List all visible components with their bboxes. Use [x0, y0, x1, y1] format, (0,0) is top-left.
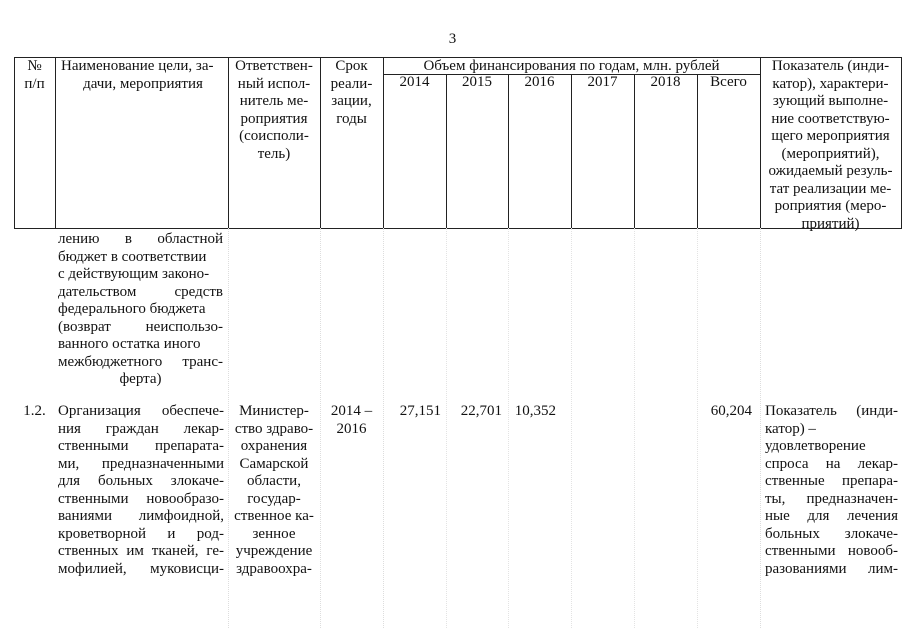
- header-executor-line: ный испол-: [237, 75, 311, 92]
- header-indicator-line: ожидаемый резуль-: [768, 163, 893, 179]
- continuation-line: с действующим законо-: [58, 266, 210, 282]
- row-executor-line: учреждение: [235, 543, 313, 559]
- continuation-name: [58, 231, 223, 389]
- header-indicator: [760, 58, 901, 233]
- row-name-line: ми, предназначенными: [58, 455, 224, 472]
- row-name-line: для больных злокаче-: [58, 473, 224, 489]
- row-name-line: ственными препарата-: [58, 438, 224, 454]
- row-indicator-line: ты, предназначен-: [765, 490, 898, 507]
- header-indicator-line: щего мероприятия: [771, 128, 890, 144]
- page-number: 3: [448, 31, 457, 47]
- header-indicator-line: ние соответствую-: [771, 110, 890, 127]
- header-num-line: №: [27, 58, 42, 74]
- continuation-line: ферта): [119, 371, 162, 387]
- row-indicator-line: ственные препара-: [765, 473, 898, 489]
- header-year-2015: 2015: [462, 74, 492, 90]
- row-executor-line: зенное: [252, 525, 296, 542]
- header-total: Всего: [710, 74, 747, 90]
- row-name: [58, 403, 224, 578]
- row-value-total: 60,204: [710, 403, 752, 419]
- row-indicator-line: разованиями лим-: [765, 560, 898, 577]
- row-executor-line: охранения: [240, 438, 308, 454]
- header-term-line: реали-: [330, 75, 373, 92]
- header-indicator-line: катор), характери-: [772, 75, 889, 92]
- header-executor: [228, 58, 320, 163]
- continuation-line: (возврат неиспользо-: [58, 318, 223, 335]
- row-name-line: мофилией, муковисци-: [58, 560, 224, 577]
- row-term-line: 2014 –: [330, 403, 373, 419]
- header-term-line: Срок: [335, 58, 368, 74]
- header-executor-line: роприятия: [240, 110, 308, 127]
- row-name-line: ваниями лимфоидной,: [58, 508, 224, 524]
- continuation-line: ванного остатка иного: [58, 336, 201, 352]
- row-indicator-line: ные для лечения: [765, 508, 898, 524]
- continuation-line: лению в областной: [58, 231, 223, 247]
- row-value-2016: 10,352: [514, 403, 556, 419]
- row-executor-line: Министер-: [239, 403, 309, 419]
- header-num: [14, 58, 55, 93]
- row-executor-line: ство здраво-: [234, 420, 314, 437]
- row-value-2015: 22,701: [460, 403, 502, 419]
- row-name-line: Организация обеспече-: [58, 403, 224, 419]
- continuation-line: дательством средств: [58, 283, 223, 300]
- row-indicator-line: больных злокаче-: [765, 525, 898, 542]
- row-indicator-line: удовлетворение: [765, 438, 866, 454]
- header-executor-line: Ответствен-: [235, 58, 313, 74]
- header-term-line: зации,: [331, 93, 372, 109]
- continuation-line: межбюджетного транс-: [58, 353, 223, 370]
- row-executor-line: ственное ка-: [234, 508, 314, 524]
- header-indicator-line: приятий): [801, 215, 860, 232]
- row-executor-line: государ-: [247, 490, 301, 507]
- header-executor-line: тель): [257, 145, 291, 162]
- header-executor-line: (соисполи-: [239, 128, 309, 144]
- header-year-2016: 2016: [524, 74, 555, 90]
- row-executor-line: здравоохра-: [236, 560, 312, 577]
- row-indicator-line: Показатель (инди-: [765, 403, 898, 419]
- row-name-line: ственными новообразо-: [58, 490, 224, 507]
- row-name-line: ния граждан лекар-: [58, 420, 224, 437]
- row-num: 1.2.: [23, 403, 46, 419]
- continuation-line: бюджет в соответствии: [58, 248, 207, 265]
- header-indicator-line: тат реализации ме-: [769, 180, 892, 197]
- row-indicator-line: катор) –: [765, 420, 816, 437]
- row-indicator-line: спроса на лекар-: [765, 455, 898, 472]
- continuation-line: федерального бюджета: [58, 301, 206, 317]
- row-executor-line: Самарской: [239, 455, 309, 472]
- row-name-line: ственных им тканей, ге-: [58, 543, 224, 559]
- header-indicator-line: зующий выполне-: [772, 93, 889, 109]
- header-indicator-line: Показатель (инди-: [771, 58, 890, 74]
- header-name-line: дачи, мероприятия: [83, 75, 203, 92]
- row-term-line: 2016: [336, 420, 367, 437]
- row-term: [320, 403, 383, 438]
- header-num-line: п/п: [24, 75, 45, 92]
- header-executor-line: нитель ме-: [239, 93, 309, 109]
- header-year-2014: 2014: [399, 74, 430, 90]
- header-indicator-line: роприятия (меро-: [774, 198, 887, 214]
- header-funding-title: Объем финансирования по годам, млн. рублей: [423, 58, 720, 74]
- header-year-2017: 2017: [587, 74, 618, 90]
- row-executor-line: области,: [247, 473, 301, 489]
- header-term-line: годы: [336, 110, 367, 127]
- header-name: [61, 58, 225, 93]
- row-name-line: кроветворной и род-: [58, 525, 224, 542]
- header-name-line: Наименование цели, за-: [61, 58, 214, 74]
- header-year-2018: 2018: [650, 74, 681, 90]
- row-value-2014: 27,151: [399, 403, 441, 419]
- header-indicator-line: (мероприятий),: [781, 145, 880, 162]
- row-indicator-line: ственными новооб-: [765, 543, 898, 559]
- row-indicator: [765, 403, 898, 578]
- row-executor: [230, 403, 318, 578]
- header-term: [320, 58, 383, 128]
